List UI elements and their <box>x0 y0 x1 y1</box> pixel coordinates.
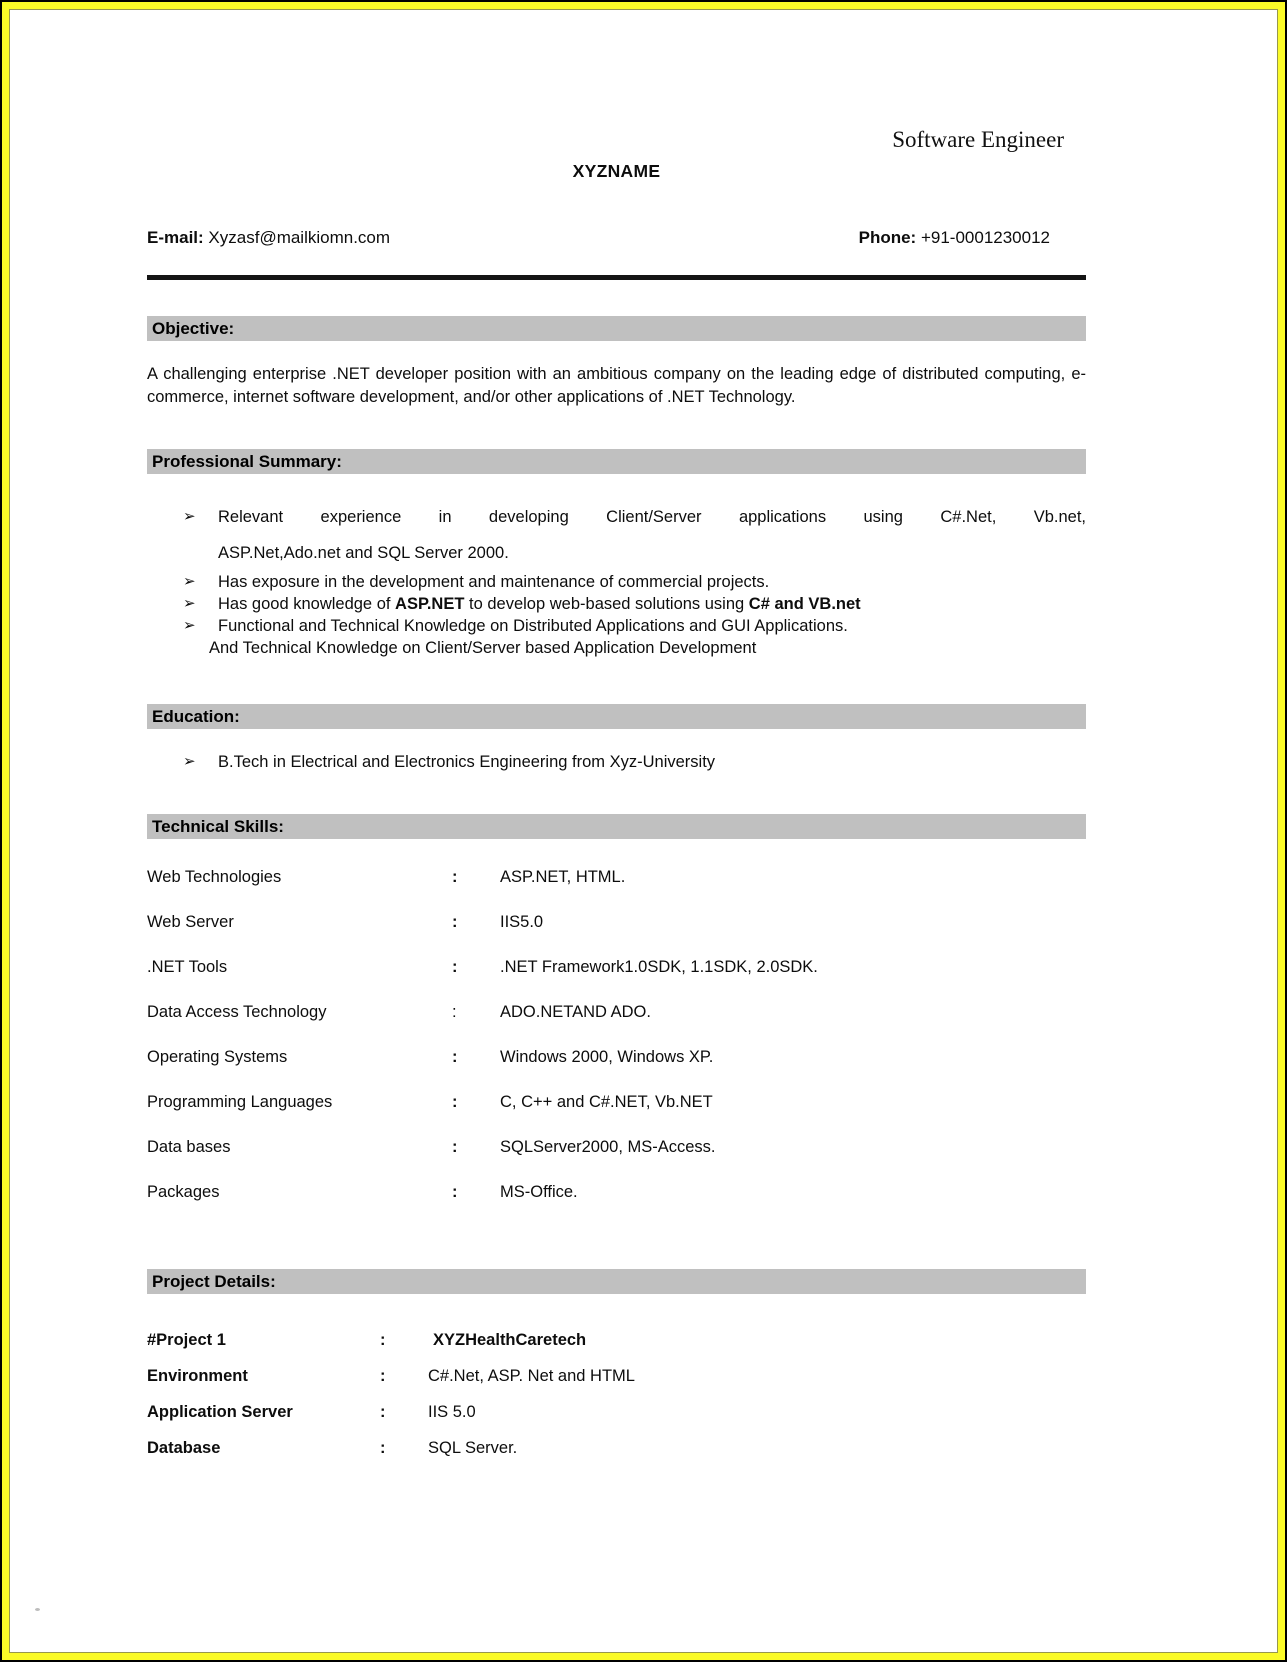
skill-separator: : <box>452 913 458 931</box>
project-value: XYZHealthCaretech <box>433 1331 587 1349</box>
project-separator: : <box>380 1439 386 1457</box>
page-yellow-border <box>2 2 1285 1660</box>
skills-row-web-technologies <box>147 866 1086 888</box>
candidate-name: XYZNAME <box>572 161 661 181</box>
project-label: Application Server <box>147 1403 293 1421</box>
header-divider <box>147 275 1086 280</box>
scan-artifact-dot <box>35 1608 40 1611</box>
summary-bullet-2 <box>147 571 1086 593</box>
education-item <box>147 751 1086 773</box>
section-header-project-details: Project Details: <box>147 1269 1086 1294</box>
role-title: Software Engineer <box>892 127 1064 152</box>
project-label: Database <box>147 1439 221 1457</box>
skill-separator: : <box>452 958 458 976</box>
skill-value: .NET Framework1.0SDK, 1.1SDK, 2.0SDK. <box>500 958 818 976</box>
summary-bullet-1-line-1: Relevant experience in developing Client/Server applications using C#.Net, Vb.net, <box>218 508 1086 526</box>
summary-bullet-1 <box>147 499 1086 571</box>
page-inner <box>9 9 1278 1653</box>
skill-label: Web Server <box>147 913 234 931</box>
arrow-bullet-icon: ➢ <box>183 573 196 590</box>
skill-label: Operating Systems <box>147 1048 288 1066</box>
project-row-database <box>147 1437 1086 1459</box>
page-content <box>10 127 1277 1459</box>
skills-row-operating-systems <box>147 1046 1086 1068</box>
summary-bullet-4-continuation: And Technical Knowledge on Client/Server based Application Development <box>209 639 757 657</box>
summary-bullet-list <box>147 499 1086 659</box>
arrow-bullet-icon: ➢ <box>183 508 196 525</box>
skill-value: IIS5.0 <box>500 913 544 931</box>
skill-value: C, C++ and C#.NET, Vb.NET <box>500 1093 713 1111</box>
phone-line <box>859 227 1050 249</box>
skills-table <box>147 866 1086 1203</box>
section-header-objective: Objective: <box>147 316 1086 341</box>
skills-row-data-access-technology <box>147 1001 1086 1023</box>
email-line <box>147 227 390 249</box>
summary-bullet-1-line-2: ASP.Net,Ado.net and SQL Server 2000. <box>218 544 509 562</box>
skill-label: Web Technologies <box>147 868 282 886</box>
skills-row-net-tools <box>147 956 1086 978</box>
skills-row-packages <box>147 1181 1086 1203</box>
project-value: IIS 5.0 <box>428 1403 476 1421</box>
summary-bullet-3-text <box>218 593 1086 615</box>
arrow-bullet-icon: ➢ <box>183 753 196 770</box>
summary-bullet-3-part-2: to develop web-based solutions using <box>464 595 749 613</box>
section-header-technical-skills: Technical Skills: <box>147 814 1086 839</box>
project-row-environment <box>147 1365 1086 1387</box>
project-separator: : <box>380 1331 386 1349</box>
skills-row-programming-languages <box>147 1091 1086 1113</box>
section-header-professional-summary: Professional Summary: <box>147 449 1086 474</box>
skill-separator: : <box>452 1048 458 1066</box>
contact-row <box>147 227 1086 249</box>
skill-separator: : <box>452 1183 458 1201</box>
skills-row-web-server <box>147 911 1086 933</box>
project-label: Environment <box>147 1367 248 1385</box>
phone-value: +91-0001230012 <box>920 228 1050 247</box>
education-item-text: B.Tech in Electrical and Electronics Engineering from Xyz-University <box>218 753 716 771</box>
project-separator: : <box>380 1367 386 1385</box>
skill-value: ADO.NETAND ADO. <box>500 1003 651 1021</box>
summary-bullet-3-part-1: Has good knowledge of <box>218 595 396 613</box>
skill-label: Programming Languages <box>147 1093 333 1111</box>
project-row-name <box>147 1329 1086 1351</box>
skill-separator: : <box>452 1093 458 1111</box>
email-label: E-mail: <box>147 228 204 247</box>
arrow-bullet-icon: ➢ <box>183 595 196 612</box>
skill-separator: : <box>452 868 458 886</box>
skill-value: Windows 2000, Windows XP. <box>500 1048 714 1066</box>
summary-bullet-3 <box>147 593 1086 615</box>
section-header-education: Education: <box>147 704 1086 729</box>
education-list <box>147 751 1086 773</box>
skill-separator: : <box>452 1138 458 1156</box>
skill-label: .NET Tools <box>147 958 228 976</box>
skill-value: MS-Office. <box>500 1183 578 1201</box>
skills-row-databases <box>147 1136 1086 1158</box>
skill-label: Data Access Technology <box>147 1003 327 1021</box>
project-value: SQL Server. <box>428 1439 518 1457</box>
skill-label: Data bases <box>147 1138 231 1156</box>
project-label: #Project 1 <box>147 1331 226 1349</box>
summary-bullet-4-text: Functional and Technical Knowledge on Distributed Applications and GUI Applications. <box>218 617 848 635</box>
skill-value: ASP.NET, HTML. <box>500 868 626 886</box>
summary-bullet-2-text: Has exposure in the development and maintenance of commercial projects. <box>218 573 770 591</box>
email-value: Xyzasf@mailkiomn.com <box>208 228 391 247</box>
skill-separator: : <box>452 1003 457 1021</box>
summary-bullet-3-bold-2: C# and VB.net <box>748 595 861 613</box>
skill-value: SQLServer2000, MS-Access. <box>500 1138 716 1156</box>
summary-bullet-1-text <box>218 499 1086 571</box>
projects-table <box>147 1329 1086 1459</box>
phone-label: Phone: <box>858 228 917 247</box>
project-row-application-server <box>147 1401 1086 1423</box>
objective-text: A challenging enterprise .NET developer position with an ambitious company on the leading edge of distributed computing, e-commerce, internet software development, and/or other applications of .NET Technology. <box>147 365 1086 406</box>
arrow-bullet-icon: ➢ <box>183 617 196 634</box>
project-value: C#.Net, ASP. Net and HTML <box>428 1367 635 1385</box>
summary-bullet-4 <box>147 615 1086 637</box>
summary-bullet-3-bold-1: ASP.NET <box>395 595 465 613</box>
skill-label: Packages <box>147 1183 220 1201</box>
project-separator: : <box>380 1403 386 1421</box>
